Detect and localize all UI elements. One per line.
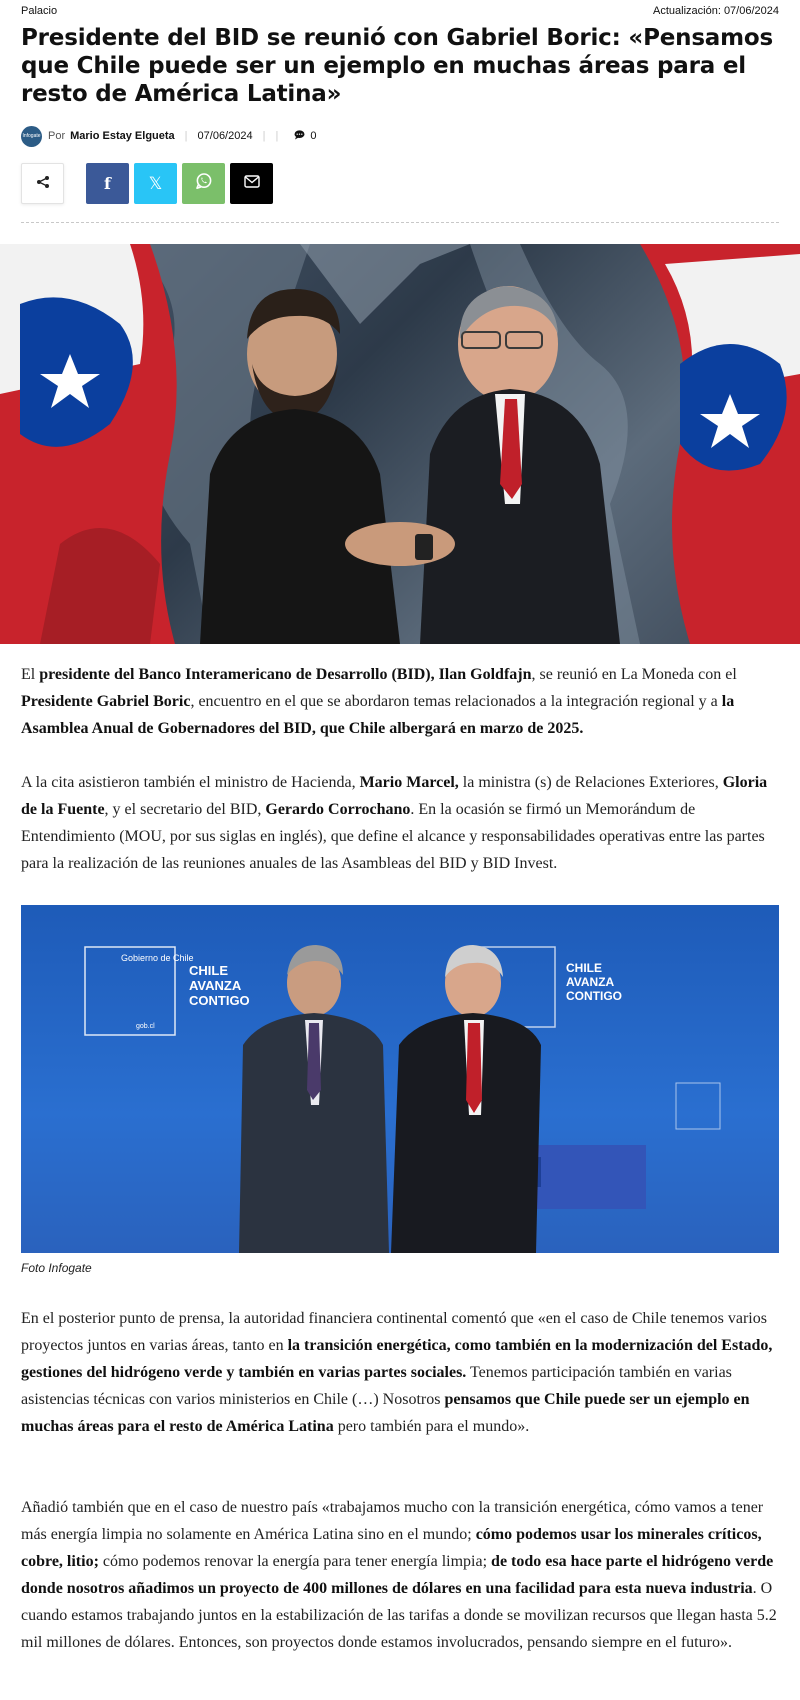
- article-paragraph: [21, 769, 783, 877]
- slogan-line: CONTIGO: [189, 993, 250, 1008]
- bold-text: Mario Marcel,: [359, 774, 459, 791]
- text-run: Añadió también que en el caso de nuestro país «trabajamos mucho con la transición energética, cómo vamos a tener más energía limpia no solamente en América Latina sino en el mundo;: [21, 1499, 764, 1543]
- x-twitter-icon: 𝕏: [148, 173, 163, 193]
- whatsapp-icon: [195, 172, 213, 195]
- author-avatar[interactable]: Infogate: [21, 126, 42, 147]
- text-run: , encuentro en el que se abordaron temas relacionados a la integración regional y a: [190, 693, 722, 710]
- share-toggle-button[interactable]: [21, 163, 64, 204]
- backdrop-slogan: [189, 963, 250, 1008]
- press-conference-image: [21, 905, 779, 1253]
- text-run: En el posterior punto de prensa, la autoridad financiera continental comentó que «en el caso de Chile tenemos varios proyectos juntos en varias áreas, tanto en: [21, 1310, 767, 1354]
- paragraph-run: [21, 1499, 777, 1651]
- facebook-icon: f: [104, 174, 111, 193]
- bold-text: cómo podemos usar los minerales críticos, cobre, litio;: [21, 1526, 762, 1570]
- email-icon: [244, 175, 260, 193]
- hero-image: [0, 244, 800, 644]
- slogan-line: AVANZA: [189, 978, 242, 993]
- author-link[interactable]: Mario Estay Elgueta: [70, 130, 175, 142]
- text-run: , y el secretario del BID,: [104, 801, 266, 818]
- text-run: pero también para el mundo».: [333, 1418, 530, 1435]
- bold-text: Gloria de la Fuente: [21, 774, 768, 818]
- email-share-button[interactable]: [230, 163, 273, 204]
- text-run: Tenemos participación también en varias asistencias técnicas con varios ministerios en Chile (…) Nosotros: [21, 1364, 732, 1408]
- updated-date: Actualización: 07/06/2024: [653, 5, 779, 17]
- bold-text: de todo esa hace parte el hidrógeno verde donde nosotros añadimos un proyecto de 400 millones de dólares en una facilidad para esta nueva industria: [21, 1553, 774, 1597]
- share-bar: [21, 163, 278, 204]
- header-divider: [21, 222, 779, 223]
- meta-separator: |: [275, 130, 279, 142]
- paragraph-run: [21, 1310, 772, 1435]
- bold-text: la transición energética, como también en la modernización del Estado, gestiones del hidrógeno verde y también en varias partes sociales.: [21, 1337, 773, 1381]
- paragraph-run: [21, 774, 767, 872]
- text-run: El: [21, 666, 40, 683]
- slogan-line: AVANZA: [566, 975, 615, 989]
- paragraph-run: [21, 666, 737, 737]
- text-run: . O cuando estamos trabajando juntos en la estabilización de las tarifas a donde se movilizan recursos que llegan hasta 5.2 mil millones de dólares. Entonces, son proyectos donde estamos involucrados, pensando siempre en el futuro».: [21, 1580, 777, 1651]
- comments-count: 0: [310, 130, 317, 142]
- comment-icon: [294, 130, 305, 143]
- bold-text: la Asamblea Anual de Gobernadores del BID, que Chile albergará en marzo de 2025.: [21, 693, 735, 737]
- comments-link[interactable]: [294, 130, 316, 143]
- slogan-line: CHILE: [566, 961, 602, 975]
- meta-separator: |: [184, 130, 188, 142]
- text-run: cómo podemos renovar la energía para tener energía limpia;: [98, 1553, 492, 1570]
- backdrop-slogan: [566, 961, 622, 1003]
- bold-text: pensamos que Chile puede ser un ejemplo en muchas áreas para el resto de América Latina: [21, 1391, 750, 1435]
- slogan-line: CHILE: [189, 963, 228, 978]
- whatsapp-share-button[interactable]: [182, 163, 225, 204]
- backdrop-gov-logo: Gobierno de Chile: [121, 953, 194, 963]
- text-run: , se reunió en La Moneda con el: [531, 666, 737, 683]
- backdrop-url: gob.cl: [136, 1023, 155, 1030]
- meta-separator: |: [262, 130, 266, 142]
- share-icon: [36, 175, 50, 192]
- image-caption: Foto Infogate: [21, 1261, 92, 1275]
- bold-text: Gerardo Corrochano: [265, 801, 411, 818]
- text-run: la ministra (s) de Relaciones Exteriores,: [458, 774, 723, 791]
- x-share-button[interactable]: [134, 163, 177, 204]
- facebook-share-button[interactable]: [86, 163, 129, 204]
- publish-date: 07/06/2024: [197, 130, 253, 142]
- top-bar: [21, 3, 779, 19]
- category-link[interactable]: Palacio: [21, 5, 58, 17]
- article-paragraph: [21, 1305, 783, 1440]
- text-run: . En la ocasión se firmó un Memorándum de Entendimiento (MOU, por sus siglas en inglés), que define el alcance y responsabilidades operativas entre las partes para la realización de las reuniones anuales de las Asambleas del BID y BID Invest.: [21, 801, 765, 872]
- article-title: Presidente del BID se reunió con Gabriel Boric: «Pensamos que Chile puede ser un ejemplo en muchas áreas para el resto de América Latina»: [21, 25, 773, 107]
- slogan-line: CONTIGO: [566, 989, 622, 1003]
- bold-text: Presidente Gabriel Boric: [21, 693, 191, 710]
- article-paragraph: [21, 661, 783, 742]
- by-label: Por: [48, 130, 66, 142]
- bold-text: presidente del Banco Interamericano de Desarrollo (BID), Ilan Goldfajn: [39, 666, 532, 683]
- text-run: A la cita asistieron también el ministro de Hacienda,: [21, 774, 360, 791]
- article-paragraph: [21, 1494, 783, 1656]
- article-meta: [21, 125, 316, 147]
